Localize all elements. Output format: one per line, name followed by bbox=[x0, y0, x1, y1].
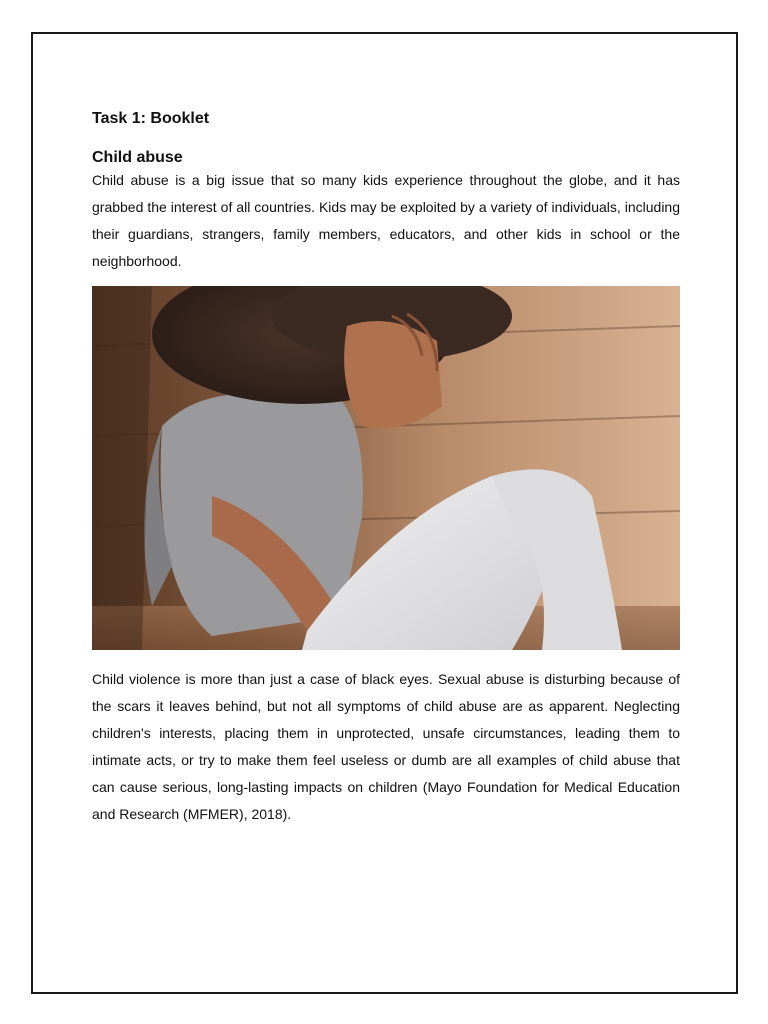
section-heading: Child abuse bbox=[92, 149, 183, 166]
document-page bbox=[31, 32, 738, 994]
paragraph-details: Child violence is more than just a case of black eyes. Sexual abuse is disturbing because of the scars it leaves behind, but not all symptoms of child abuse are as apparent. Neglecting children's interests, placing them in unprotected, unsafe circumstances, leading them to intimate acts, or try to make them feel useless or dumb are all examples of child abuse that can cause serious, long-lasting impacts on children (Mayo Foundation for Medical Education and Research (MFMER), 2018). bbox=[92, 671, 680, 822]
photo-illustration bbox=[92, 286, 680, 650]
task-title: Task 1: Booklet bbox=[92, 110, 210, 127]
child-covering-face-photo bbox=[92, 286, 680, 650]
paragraph-intro: Child abuse is a big issue that so many kids experience throughout the globe, and it has grabbed the interest of all countries. Kids may be exploited by a variety of individuals, including their guardians, strangers, family members, educators, and other kids in school or the neighborhood. bbox=[92, 172, 680, 269]
